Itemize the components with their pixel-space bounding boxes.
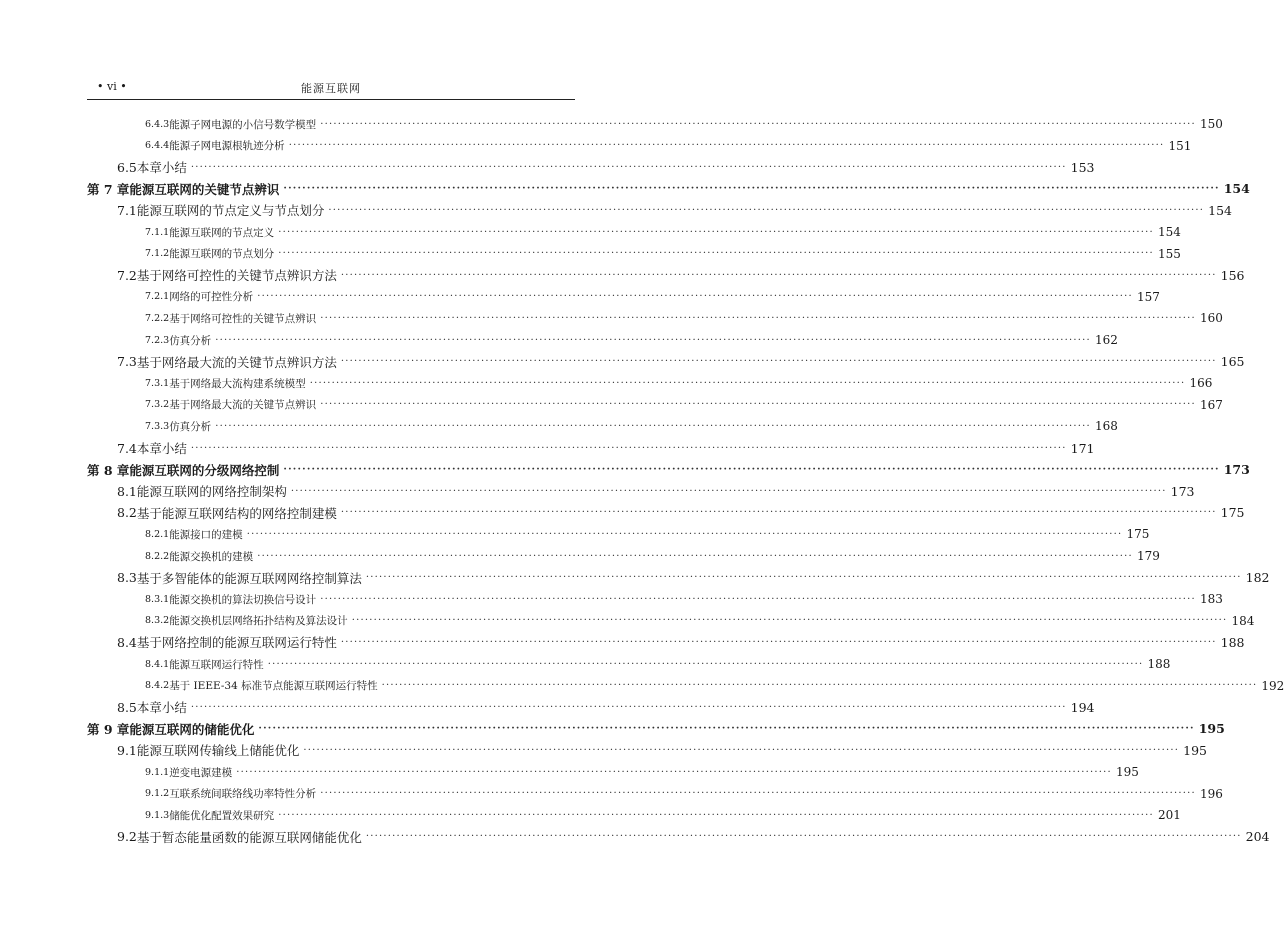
dot-leader: ········································································································································································································ <box>340 269 1217 281</box>
toc-page-number: 179 <box>1136 549 1160 563</box>
dot-leader: ········································································································································································································ <box>340 636 1217 648</box>
toc-chapter <box>87 719 1225 739</box>
toc-page-number: 162 <box>1094 333 1118 347</box>
toc-subsection <box>145 676 1284 696</box>
dot-leader: ········································································································································································································ <box>320 593 1196 605</box>
toc-subsection <box>145 524 1150 544</box>
toc-title: 基于网络最大流构建系统模型 <box>169 377 306 390</box>
toc-number: 7.1.2 <box>145 248 170 260</box>
dot-leader: ········································································································································································································ <box>278 248 1154 260</box>
dot-leader: ········································································································································································································ <box>365 572 1242 584</box>
toc-subsection <box>145 762 1139 782</box>
toc-page-number: 166 <box>1189 376 1213 391</box>
dot-leader: ········································································································································································································ <box>340 356 1217 368</box>
toc-number: 8.2.1 <box>145 528 170 540</box>
toc-number: 第 9 章 <box>87 721 130 737</box>
toc-title: 本章小结 <box>136 160 187 176</box>
toc-number: 9.2 <box>117 829 137 845</box>
toc-number: 7.3.1 <box>145 377 170 389</box>
toc-section <box>117 481 1195 501</box>
toc-page-number: 160 <box>1199 311 1223 326</box>
toc-title: 能源交换机的算法切换信号设计 <box>169 593 317 606</box>
toc-number: 9.1 <box>117 742 137 758</box>
dot-leader: ········································································································································································································ <box>278 226 1154 238</box>
toc-title: 能源互联网的节点定义 <box>169 226 275 239</box>
toc-subsection <box>145 654 1171 674</box>
toc-title: 能源互联网传输线上储能优化 <box>136 743 300 759</box>
toc-subsection <box>145 416 1118 436</box>
dot-leader: ········································································································································································································ <box>320 312 1196 324</box>
toc-number: 7.2.2 <box>145 312 170 324</box>
toc-section <box>117 503 1245 523</box>
toc-section <box>117 697 1095 717</box>
dot-leader: ········································································································································································································ <box>328 204 1205 216</box>
toc-title: 能源子网电源的小信号数学模型 <box>169 118 317 131</box>
dot-leader: ········································································································································································································ <box>288 140 1165 152</box>
toc-title: 能源互联网的节点划分 <box>169 248 275 261</box>
toc-page-number: 182 <box>1245 570 1270 586</box>
toc-section <box>117 352 1245 372</box>
toc-title: 仿真分析 <box>169 334 212 347</box>
toc-subsection <box>145 287 1160 307</box>
toc-title: 能源接口的建模 <box>169 528 243 541</box>
dot-leader: ········································································································································································································ <box>320 399 1196 411</box>
toc-subsection <box>145 784 1223 804</box>
toc-title: 基于多智能体的能源互联网网络控制算法 <box>136 570 362 586</box>
toc-title: 基于网络控制的能源互联网运行特性 <box>136 635 337 651</box>
toc-section <box>117 827 1270 847</box>
toc-title: 本章小结 <box>136 441 187 456</box>
toc-number: 第 7 章 <box>87 181 130 197</box>
toc-page-number: 175 <box>1220 505 1245 521</box>
running-title: 能源互联网 <box>301 82 361 95</box>
dot-leader: ········································································································································································································ <box>303 744 1180 756</box>
toc-title: 基于网络最大流的关键节点辨识方法 <box>136 354 337 370</box>
toc-section <box>117 265 1245 285</box>
toc-title: 仿真分析 <box>169 420 212 433</box>
toc-subsection <box>145 805 1181 825</box>
dot-leader: ········································································································································································································ <box>258 723 1195 735</box>
toc-number: 8.4 <box>117 634 137 650</box>
toc-number: 9.1.2 <box>145 788 170 800</box>
dot-leader: ········································································································································································································ <box>215 420 1091 432</box>
toc-section <box>117 200 1233 220</box>
toc-number: 8.3.1 <box>145 593 170 605</box>
toc-section <box>117 568 1270 588</box>
toc-number: 8.1 <box>117 483 137 499</box>
toc-title: 基于暂态能量函数的能源互联网储能优化 <box>136 829 362 845</box>
dot-leader: ········································································································································································································ <box>283 464 1220 476</box>
toc-section <box>117 157 1095 177</box>
toc-number: 8.2 <box>117 505 137 521</box>
toc-subsection <box>145 546 1160 566</box>
toc-number: 8.5 <box>117 699 137 715</box>
page-header <box>87 78 575 100</box>
toc-page-number: 154 <box>1208 202 1233 218</box>
dot-leader: ········································································································································································································ <box>309 377 1186 389</box>
toc-title: 能源交换机的建模 <box>169 550 254 563</box>
toc-title: 网络的可控性分析 <box>169 291 254 304</box>
toc-title: 能源子网电源根轨迹分析 <box>169 140 285 153</box>
toc-page-number: 195 <box>1198 721 1225 737</box>
page-number: • vi • <box>97 80 127 93</box>
toc-title: 储能优化配置效果研究 <box>169 809 275 822</box>
dot-leader: ········································································································································································································ <box>267 658 1144 670</box>
toc-number: 6.4.4 <box>145 140 170 152</box>
toc-subsection <box>145 222 1181 242</box>
toc-page-number: 150 <box>1199 117 1223 131</box>
toc-subsection <box>145 589 1223 609</box>
toc-number: 6.4.3 <box>145 118 170 130</box>
toc-subsection <box>145 330 1118 350</box>
toc-page-number: 188 <box>1147 657 1171 671</box>
toc-section <box>117 740 1208 760</box>
toc-subsection <box>145 136 1192 156</box>
dot-leader: ········································································································································································································ <box>351 615 1228 627</box>
toc-title: 互联系统间联络线功率特性分析 <box>169 788 317 801</box>
dot-leader: ········································································································································································································ <box>246 528 1123 540</box>
toc-title: 基于 IEEE-34 标准节点能源互联网运行特性 <box>169 680 378 693</box>
toc-title: 基于网络可控性的关键节点辨识方法 <box>136 268 337 284</box>
toc-page-number: 165 <box>1220 354 1245 370</box>
dot-leader: ········································································································································································································ <box>190 442 1067 454</box>
toc-number: 第 8 章 <box>87 462 130 478</box>
toc-page-number: 183 <box>1199 592 1223 607</box>
toc-page-number: 175 <box>1126 527 1150 542</box>
toc-page-number: 157 <box>1136 289 1160 304</box>
dot-leader: ········································································································································································································ <box>257 550 1133 562</box>
toc-section <box>117 632 1245 652</box>
toc-title: 能源互联网的储能优化 <box>129 721 255 737</box>
toc-number: 7.2 <box>117 267 137 283</box>
toc-number: 8.3.2 <box>145 615 170 627</box>
toc-title: 基于网络可控性的关键节点辨识 <box>169 312 317 325</box>
toc-page-number: 196 <box>1199 786 1223 801</box>
toc-number: 7.1.1 <box>145 226 170 238</box>
toc-page-number: 154 <box>1157 225 1181 239</box>
toc-page-number: 192 <box>1261 678 1284 693</box>
dot-leader: ········································································································································································································ <box>215 334 1091 346</box>
toc-page-number: 201 <box>1157 808 1181 823</box>
toc-number: 7.3 <box>117 354 137 370</box>
toc-subsection <box>145 395 1223 415</box>
header-rule <box>87 99 575 100</box>
toc-page-number: 184 <box>1231 613 1255 628</box>
toc-page-number: 173 <box>1170 483 1195 499</box>
toc-number: 6.5 <box>117 159 137 175</box>
dot-leader: ········································································································································································································ <box>290 485 1167 497</box>
toc-page-number: 204 <box>1245 829 1270 845</box>
toc-title: 逆变电源建模 <box>169 766 233 779</box>
toc-page-number: 188 <box>1220 634 1245 650</box>
dot-leader: ········································································································································································································ <box>278 809 1154 821</box>
toc-page-number: 167 <box>1199 397 1223 412</box>
toc-page-number: 151 <box>1168 138 1192 153</box>
toc-subsection <box>145 114 1223 134</box>
toc-subsection <box>145 373 1213 393</box>
toc-number: 7.3.3 <box>145 420 170 432</box>
dot-leader: ········································································································································································································ <box>257 291 1133 303</box>
toc-page-number: 194 <box>1070 699 1095 715</box>
toc-title: 基于网络最大流的关键节点辨识 <box>169 399 317 412</box>
toc-number: 8.3 <box>117 570 137 586</box>
toc-page-number: 173 <box>1223 462 1250 478</box>
toc-page-number: 171 <box>1070 440 1095 456</box>
toc-title: 能源互联网的节点定义与节点划分 <box>136 203 325 219</box>
toc-number: 9.1.1 <box>145 766 170 778</box>
toc-page-number: 156 <box>1220 267 1245 283</box>
toc-page-number: 195 <box>1183 742 1208 758</box>
toc-section <box>117 438 1095 458</box>
toc-title: 本章小结 <box>136 700 187 716</box>
toc-number: 8.4.2 <box>145 680 170 692</box>
toc-number: 8.4.1 <box>145 658 170 670</box>
toc-subsection <box>145 611 1255 631</box>
toc-title: 基于能源互联网结构的网络控制建模 <box>136 505 337 521</box>
toc-number: 9.1.3 <box>145 809 170 821</box>
dot-leader: ········································································································································································································ <box>320 118 1196 130</box>
toc-page-number: 155 <box>1157 246 1181 261</box>
dot-leader: ········································································································································································································ <box>365 831 1242 843</box>
toc-title: 能源互联网的分级网络控制 <box>129 462 280 478</box>
dot-leader: ········································································································································································································ <box>340 507 1217 519</box>
toc-number: 7.3.2 <box>145 399 170 411</box>
toc-number: 7.4 <box>117 440 137 456</box>
dot-leader: ········································································································································································································ <box>381 680 1258 692</box>
toc-page-number: 195 <box>1115 765 1139 779</box>
toc-title: 能源互联网的关键节点辨识 <box>129 181 280 197</box>
toc-number: 8.2.2 <box>145 550 170 562</box>
toc-chapter <box>87 179 1250 199</box>
toc-page-number: 168 <box>1094 419 1118 434</box>
toc-subsection <box>145 308 1223 328</box>
dot-leader: ········································································································································································································ <box>190 161 1067 173</box>
toc-number: 7.2.3 <box>145 334 170 346</box>
toc-title: 能源互联网的网络控制架构 <box>136 484 287 500</box>
dot-leader: ········································································································································································································ <box>190 701 1067 713</box>
toc-chapter <box>87 460 1250 480</box>
toc-number: 7.1 <box>117 202 137 218</box>
toc-subsection <box>145 244 1181 264</box>
toc-number: 7.2.1 <box>145 291 170 303</box>
toc-page-number: 154 <box>1223 181 1250 197</box>
toc-title: 能源交换机层网络拓扑结构及算法设计 <box>169 615 348 628</box>
dot-leader: ········································································································································································································ <box>236 766 1112 778</box>
toc-page-number: 153 <box>1070 159 1095 175</box>
toc-title: 能源互联网运行特性 <box>169 658 264 671</box>
dot-leader: ········································································································································································································ <box>320 788 1196 800</box>
dot-leader: ········································································································································································································ <box>283 183 1220 195</box>
